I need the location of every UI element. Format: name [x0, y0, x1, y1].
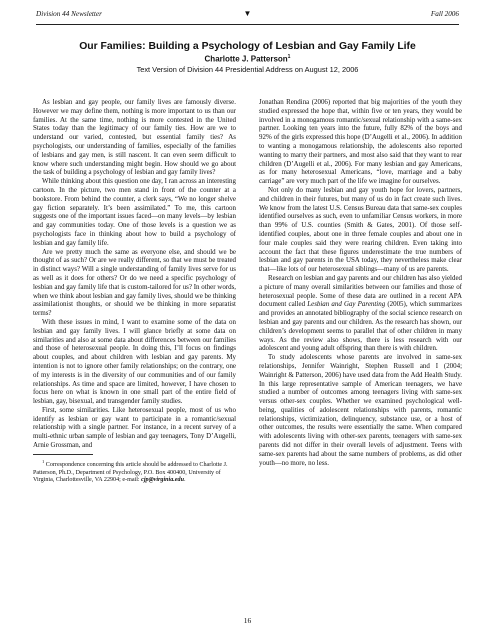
- article-title: Our Families: Building a Psychology of Lesbian and Gay Family Life: [79, 41, 416, 52]
- paragraph: With these issues in mind, I want to examine some of the data on lesbian and gay family lives. I will glance briefly at some data on similarities and also at some data about differences between our families and those of heterosexual people. In doing this, I’ll focus on findings about couples, and about children with lesbian and gay parents. My intention is not to ignore other family relationships; on the contrary, one of my interests is in the diversity of our communities and of our family relationships. As time and space are limited, however, I have chosen to focus here on what is known in one small part of the entire field of lesbian, gay, bisexual, and transgender family studies.: [33, 317, 236, 406]
- paragraph: Jonathan Rendina (2006) reported that big majorities of the youth they studied expressed the hope that, within five or ten years, they would be involved in a monogamous romantic/sexual relationship with a same-sex partner. Looking ten years into the future, fully 82% of the boys and 92% of the girls expressed this hope (D’Augelli et al., 2006). In addition to wanting a monogamous relationship, the adolescents also reported wanting to marry their partners, and most also said that they want to rear children (D’Augelli et al., 2006). For many lesbian and gay Americans, as for many heterosexual Americans, “love, marriage and a baby carriage” are very much part of the life we imagine for ourselves.: [259, 98, 462, 186]
- article-subtitle: Text Version of Division 44 Presidential Address on August 12, 2006: [136, 65, 359, 74]
- paragraph: To study adolescents whose parents are involved in same-sex relationships, Jennifer Wainright, Stephen Russell and I (2004; Wainright & Patterson, 2006) have used data from the Add Health Study. In this large representative sample of American teenagers, we have studied a number of outcomes among teenagers living with same-sex versus other-sex couples. Whether we examined psychological well-being, qualities of adolescent relationships with parents, romantic relationships, victimization, delinquency, substance use, or a host of other outcomes, the results were essentially the same. When compared with adolescents living with other-sex parents, teenagers with same-sex parents did not differ in their overall levels of adjustment. Teens with same-sex parents had about the same numbers of problems, as did other youth—no more, no less.: [259, 353, 462, 467]
- running-header: [36, 10, 459, 22]
- article-author: Charlotte J. Patterson$^1$: [204, 54, 291, 64]
- paragraph: While thinking about this question one day, I ran across an interesting cartoon. In the picture, two men stand in front of the counter at a bookstore. From behind the counter, a clerk says, “We no longer shelve gay fiction separately. It’s been assimilated.” To me, this cartoon suggests one of the important issues faced—on many levels—by lesbian and gay communities today. One of those levels is a question we as psychologists face in thinking about how to build a psychology of lesbian and gay family life.: [33, 177, 236, 247]
- footnote-email-link[interactable]: cjp@virginia.edu: [141, 477, 184, 484]
- book-title: Lesbian and Gay Parenting: [307, 300, 386, 309]
- issue-date: Fall 2006: [430, 10, 459, 18]
- paragraph: Not only do many lesbian and gay youth hope for lovers, partners, and children in their futures, but many of us do in fact create such lives. We know from the latest U.S. Census Bureau data that same-sex couples identified ourselves as such, even to unfamiliar Census workers, in more than 99% of U.S. counties (Smith & Gates, 2001). Of those self-identified couples, about one in three female couples and about one in four male couples said they were rearing children. Even taking into account the fact that these figures underestimate the true numbers of lesbian and gay parents in the USA today, they nevertheless make clear that—like lots of our heterosexual siblings—many of us are parents.: [259, 185, 462, 274]
- left-column: [33, 98, 236, 485]
- author-note-mark: 1: [287, 54, 291, 60]
- paragraph: As lesbian and gay people, our family lives are famously diverse. However we may define them, nothing is more important to us than our families. At the same time, nothing is more contested in the United States today than the legitimacy of our family ties. How are we to understand our varied, contested, but essential family ties? As psychologists, our understanding of families, especially of the families of lesbians and gay men, is still nascent. It can even seem difficult to know where such understanding might begin. How should we go about the task of building a psychology of lesbian and gay family lives?: [33, 98, 236, 177]
- paragraph: Are we pretty much the same as everyone else, and should we be thought of as such? Or are we really different, so that we must be treated in distinct ways? Will a single understanding of family lives serve for us as well as it does for others? Or do we need a specific psychology of lesbian and gay family life that is custom-tailored for us? In other words, when we think about lesbian and gay family lives, should we be thinking assimilationist thoughts, or should we be thinking in more separatist terms?: [33, 247, 236, 318]
- triangle-marker-icon: ▼: [243, 9, 252, 18]
- right-column: [259, 98, 462, 467]
- newsletter-name: Division 44 Newsletter: [36, 10, 102, 18]
- header-rule: [36, 24, 459, 25]
- footnote-rule: [33, 454, 93, 455]
- paragraph: First, some similarities. Like heterosexual people, most of us who identify as lesbian or gay want to participate in a romantic/sexual relationship with a single partner. For instance, in a recent survey of a multi-ethnic urban sample of lesbian and gay teenagers, Tony D’Augelli, Arnie Grossman, and: [33, 405, 236, 450]
- page-number: 16: [243, 616, 252, 625]
- paragraph: Research on lesbian and gay parents and our children has also yielded a picture of many overall similarities between our families and those of heterosexual people. Some of these data are outlined in a recent APA document called Lesbian and Gay Parenting (2005), which summarizes and provides an annotated bibliography of the social science research on lesbian and gay parents and our children. As the research has shown, our children’s development seems to parallel that of other children in many ways. As the review also shows, there is less research with our adolescent and young adult offspring than there is with children.: [259, 273, 462, 353]
- footnote: $^1$ Correspondence concerning this article should be addressed to Charlotte J. Patterson, Ph.D., Department of Psychology, P.O. Box 400400, University of Virginia, Charlottesville, VA 22904; e-mail: cjp@virginia.edu.: [33, 458, 228, 484]
